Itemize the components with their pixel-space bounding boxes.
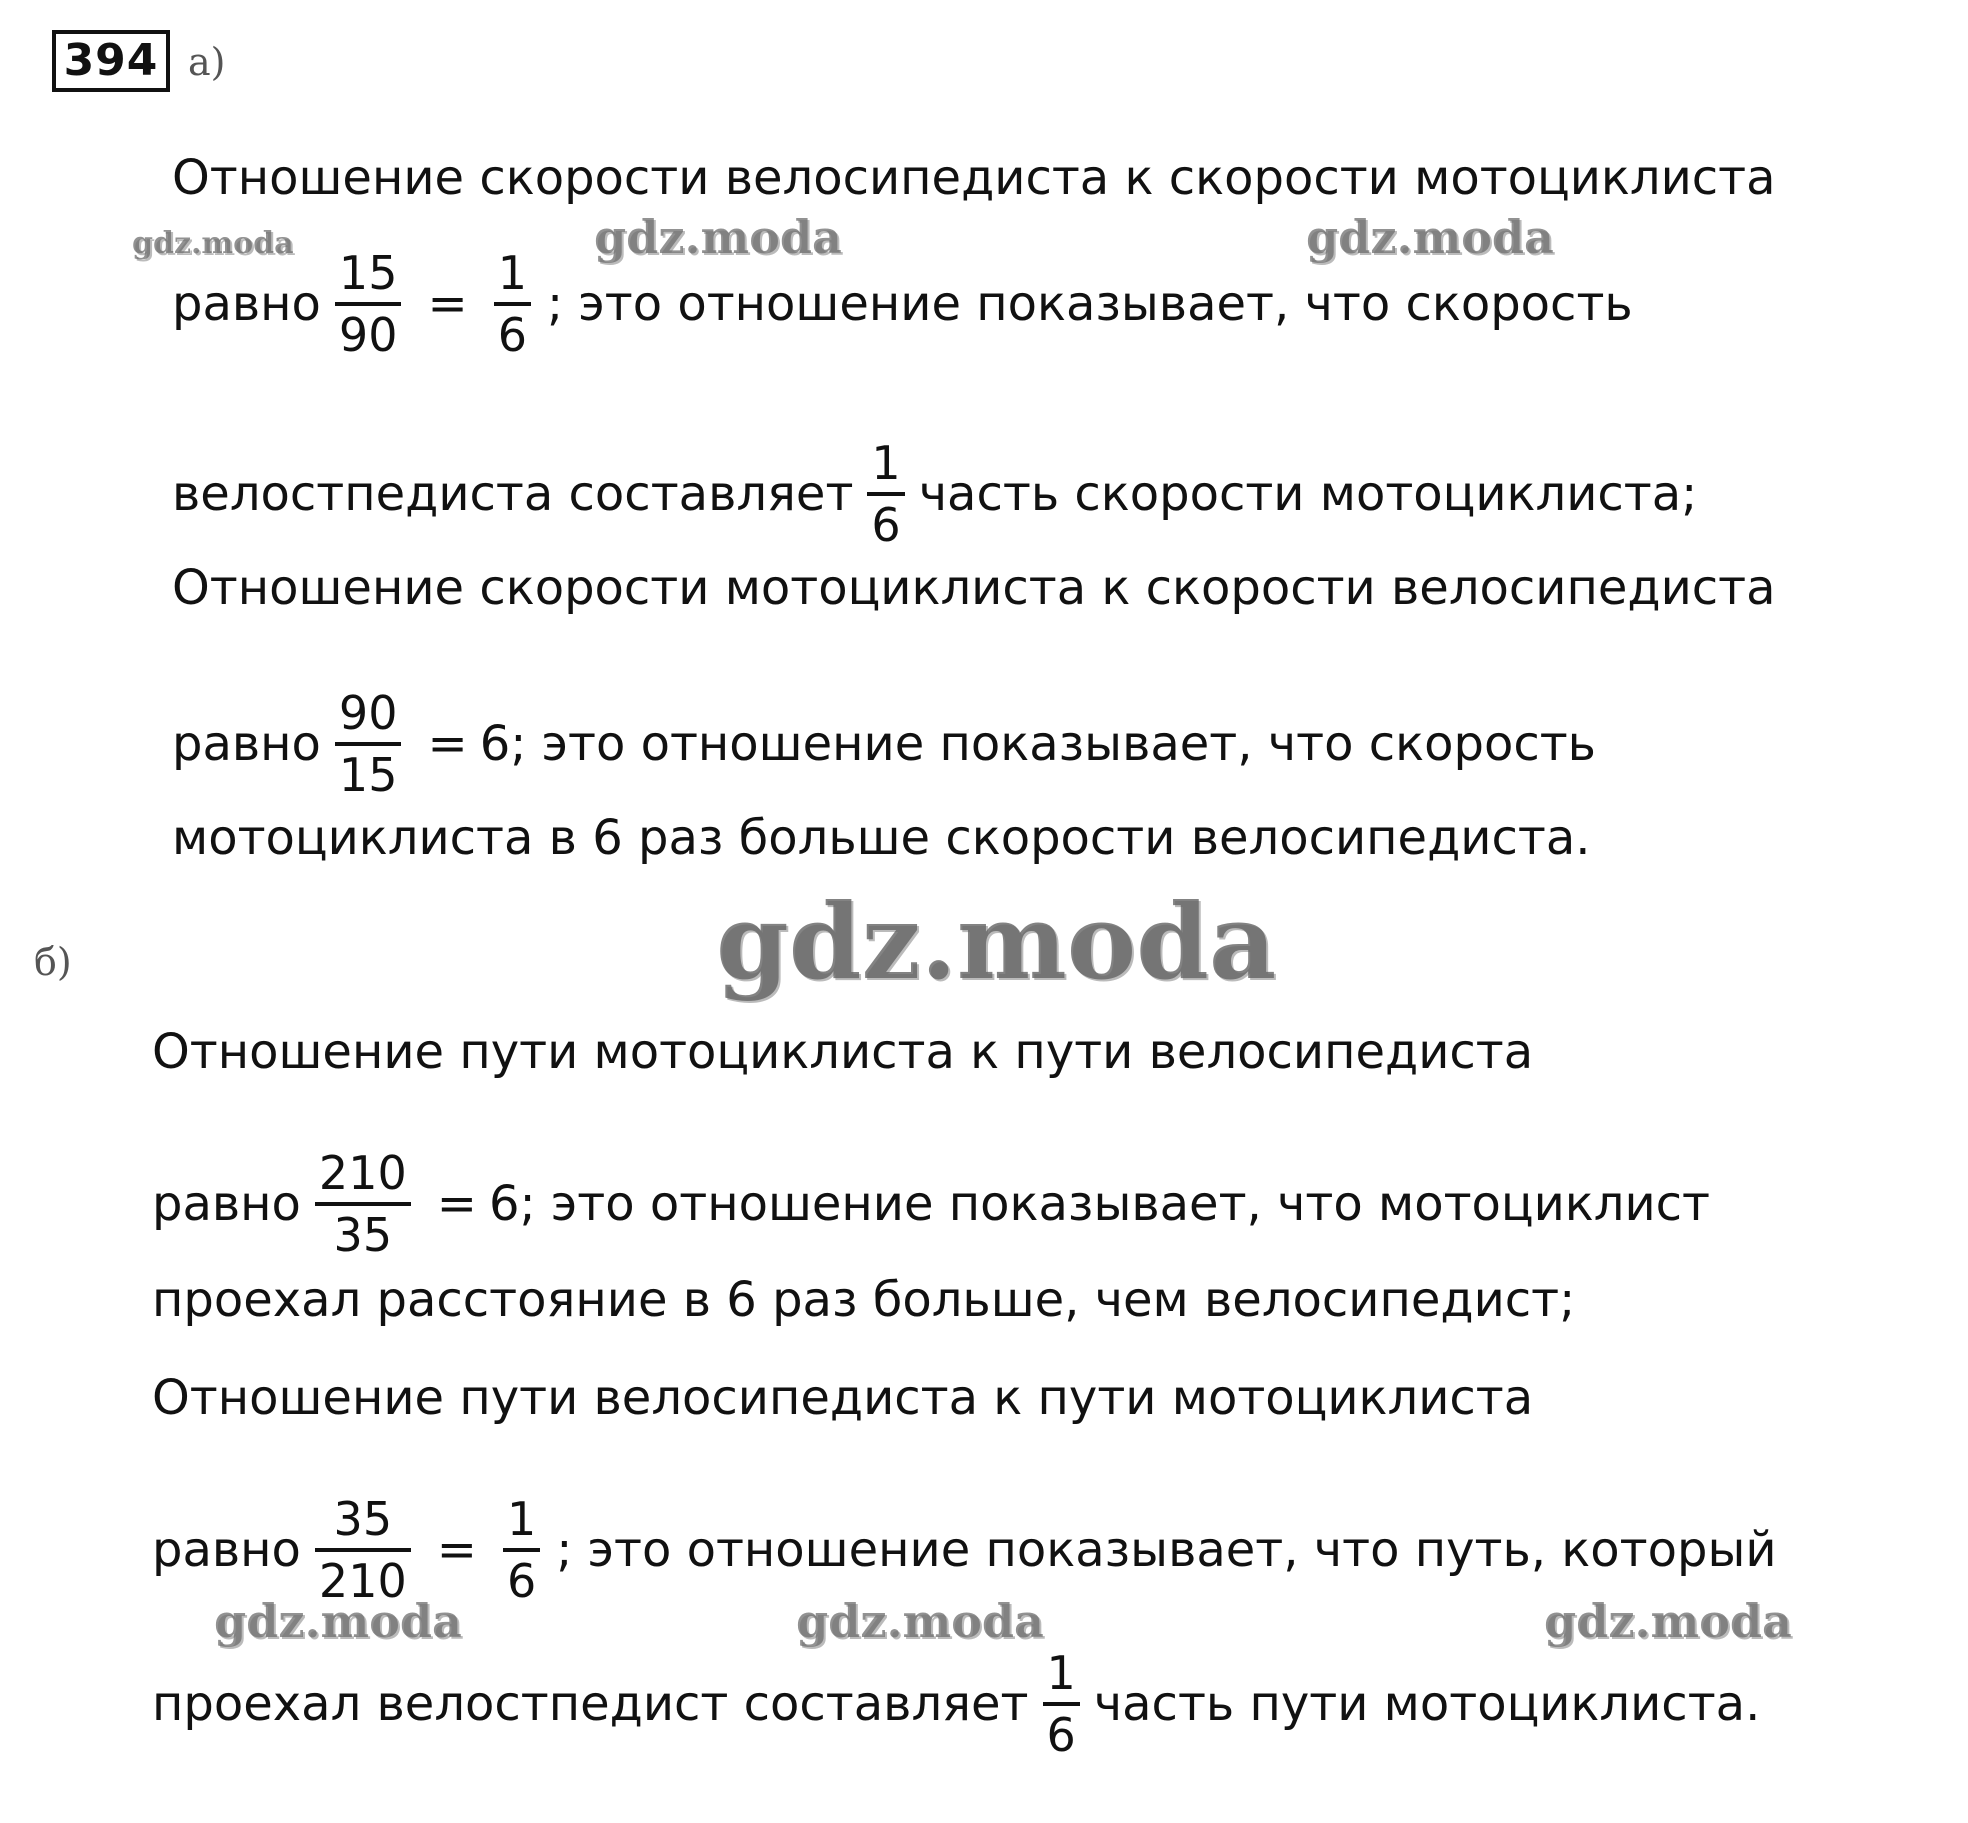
part-a-line-6: мотоциклиста в 6 раз больше скорости велосипедиста.: [172, 810, 1591, 866]
part-b-line-2: равно $\frac{210}{35}$ = 6 ; это отношение показывает, что мотоциклист: [152, 1146, 1710, 1262]
watermark: gdz.moda: [796, 1594, 1044, 1648]
problem-number: 394: [52, 30, 170, 92]
part-a-line-5: равно $\frac{90}{15}$ = 6 ; это отношение показывает, что скорость: [172, 686, 1596, 802]
fraction-35-210: $\frac{35}{210}$: [315, 1496, 411, 1604]
part-a-line-2: равно $\frac{15}{90}$ = $\frac{1}{6}$ ; это отношение показывает, что скорость: [172, 246, 1633, 362]
watermark: gdz.moda: [214, 1594, 462, 1648]
part-a-line-4: Отношение скорости мотоциклиста к скорости велосипедиста: [172, 560, 1776, 616]
part-a-line-1: Отношение скорости велосипедиста к скорости мотоциклиста: [172, 150, 1776, 206]
watermark: gdz.moda: [132, 226, 294, 261]
part-b-label: б): [34, 940, 72, 984]
part-a-label: а): [188, 40, 226, 84]
watermark: gdz.moda: [1544, 1594, 1792, 1648]
part-b-line-4: Отношение пути велосипедиста к пути мотоциклиста: [152, 1370, 1534, 1426]
part-a-line-3: велостпедиста составляет $\frac{1}{6}$ часть скорости мотоциклиста;: [172, 436, 1698, 552]
fraction-1-6: $\frac{1}{6}$: [867, 440, 904, 548]
fraction-1-6: $\frac{1}{6}$: [1043, 1650, 1080, 1758]
watermark: gdz.moda: [1306, 210, 1554, 264]
fraction-90-15: $\frac{90}{15}$: [335, 690, 402, 798]
watermark: gdz.moda: [594, 210, 842, 264]
fraction-210-35: $\frac{210}{35}$: [315, 1150, 411, 1258]
fraction-1-6: $\frac{1}{6}$: [503, 1496, 540, 1604]
fraction-15-90: $\frac{15}{90}$: [335, 250, 402, 358]
part-b-line-3: проехал расстояние в 6 раз больше, чем велосипедист;: [152, 1272, 1576, 1328]
part-b-line-6: проехал велостпедист составляет $\frac{1}{6}$ часть пути мотоциклиста.: [152, 1646, 1761, 1762]
watermark: gdz.moda: [716, 880, 1277, 1003]
part-b-line-1: Отношение пути мотоциклиста к пути велосипедиста: [152, 1024, 1534, 1080]
fraction-1-6: $\frac{1}{6}$: [494, 250, 531, 358]
part-b-line-5: равно $\frac{35}{210}$ = $\frac{1}{6}$ ; это отношение показывает, что путь, который: [152, 1492, 1777, 1608]
